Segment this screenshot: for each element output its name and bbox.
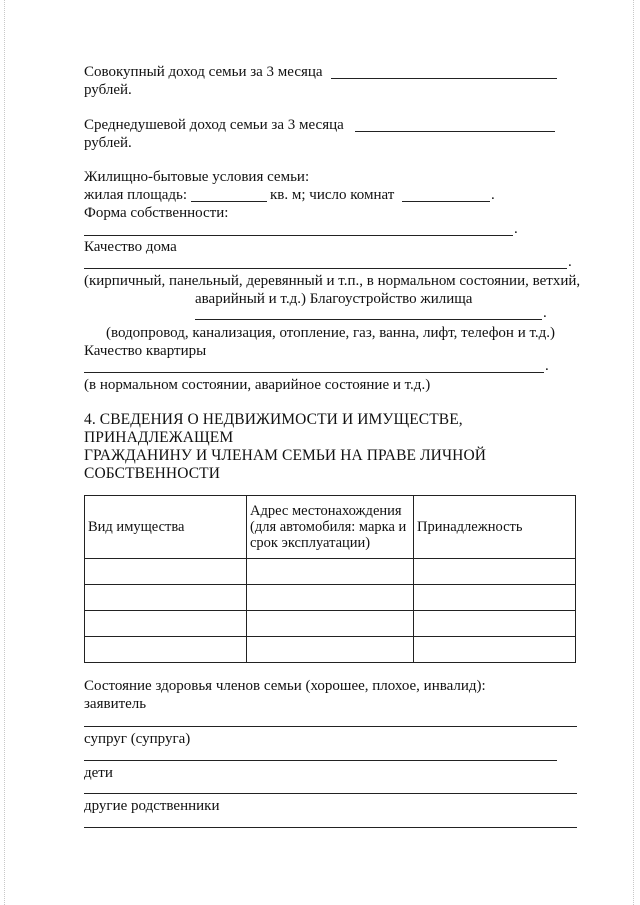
flat-quality-field[interactable]: [84, 372, 544, 373]
section-4-heading-line-3: ГРАЖДАНИНУ И ЧЛЕНАМ СЕМЬИ НА ПРАВЕ ЛИЧНОЙ: [84, 447, 487, 464]
table-cell[interactable]: [85, 585, 247, 611]
house-quality-period: .: [568, 254, 572, 270]
per-capita-income-label: Среднедушевой доход семьи за 3 месяца: [84, 117, 344, 133]
house-quality-field[interactable]: [84, 268, 567, 269]
page-right-edge: [633, 0, 634, 905]
flat-quality-period: .: [545, 358, 549, 374]
relatives-label: другие родственники: [84, 798, 220, 814]
table-cell[interactable]: [414, 611, 576, 637]
table-row: [85, 585, 576, 611]
living-area-unit: кв. м; число комнат: [270, 187, 395, 203]
per-capita-income-field[interactable]: [355, 131, 555, 132]
house-quality-label: Качество дома: [84, 239, 177, 255]
section-4-heading-line-4: СОБСТВЕННОСТИ: [84, 465, 221, 482]
relatives-field[interactable]: [84, 827, 577, 828]
amenities-period: .: [543, 305, 547, 321]
table-cell[interactable]: [247, 637, 414, 663]
table-cell[interactable]: [85, 559, 247, 585]
table-cell[interactable]: [247, 611, 414, 637]
children-field[interactable]: [84, 793, 577, 794]
table-cell[interactable]: [247, 559, 414, 585]
header-property-type: Вид имущества: [85, 496, 247, 559]
ownership-period: .: [514, 221, 518, 237]
spouse-field[interactable]: [84, 760, 557, 761]
property-table: [84, 495, 576, 663]
per-capita-income-unit: рублей.: [84, 135, 132, 151]
header-location-address: Адрес местонахождения (для автомобиля: марка и срок эксплуатации): [247, 496, 414, 559]
rooms-count-field[interactable]: [402, 201, 490, 202]
section-4-heading-line-1: 4. СВЕДЕНИЯ О НЕДВИЖИМОСТИ И ИМУЩЕСТВЕ,: [84, 411, 463, 428]
spouse-label: супруг (супруга): [84, 731, 191, 747]
table-cell[interactable]: [414, 637, 576, 663]
table-cell[interactable]: [85, 637, 247, 663]
flat-quality-hint: (в нормальном состоянии, аварийное состояние и т.д.): [84, 377, 431, 393]
flat-quality-label: Качество квартиры: [84, 343, 207, 359]
rooms-period: .: [491, 187, 495, 203]
table-header-row: [85, 496, 576, 559]
living-conditions-title: Жилищно-бытовые условия семьи:: [84, 169, 310, 185]
house-quality-hint: (кирпичный, панельный, деревянный и т.п., в нормальном состоянии, ветхий,: [84, 273, 581, 289]
health-title: Состояние здоровья членов семьи (хорошее, плохое, инвалид):: [84, 678, 486, 694]
children-label: дети: [84, 765, 113, 781]
ownership-field[interactable]: [84, 235, 513, 236]
page-left-edge: [4, 0, 5, 905]
table-row: [85, 637, 576, 663]
total-income-field[interactable]: [331, 78, 557, 79]
section-4-heading-line-2: ПРИНАДЛЕЖАЩЕМ: [84, 429, 234, 446]
table-row: [85, 611, 576, 637]
applicant-field[interactable]: [84, 726, 577, 727]
total-income-unit: рублей.: [84, 82, 132, 98]
table-cell[interactable]: [85, 611, 247, 637]
living-area-label: жилая площадь:: [84, 187, 188, 203]
table-cell[interactable]: [247, 585, 414, 611]
applicant-label: заявитель: [84, 696, 147, 712]
living-area-field[interactable]: [191, 201, 267, 202]
amenities-label: аварийный и т.д.) Благоустройство жилища: [195, 291, 473, 307]
ownership-label: Форма собственности:: [84, 205, 229, 221]
header-ownership: Принадлежность: [414, 496, 576, 559]
amenities-field[interactable]: [195, 319, 542, 320]
total-income-label: Совокупный доход семьи за 3 месяца: [84, 64, 323, 80]
table-cell[interactable]: [414, 585, 576, 611]
amenities-hint: (водопровод, канализация, отопление, газ, ванна, лифт, телефон и т.д.): [106, 325, 556, 341]
table-row: [85, 559, 576, 585]
table-cell[interactable]: [414, 559, 576, 585]
